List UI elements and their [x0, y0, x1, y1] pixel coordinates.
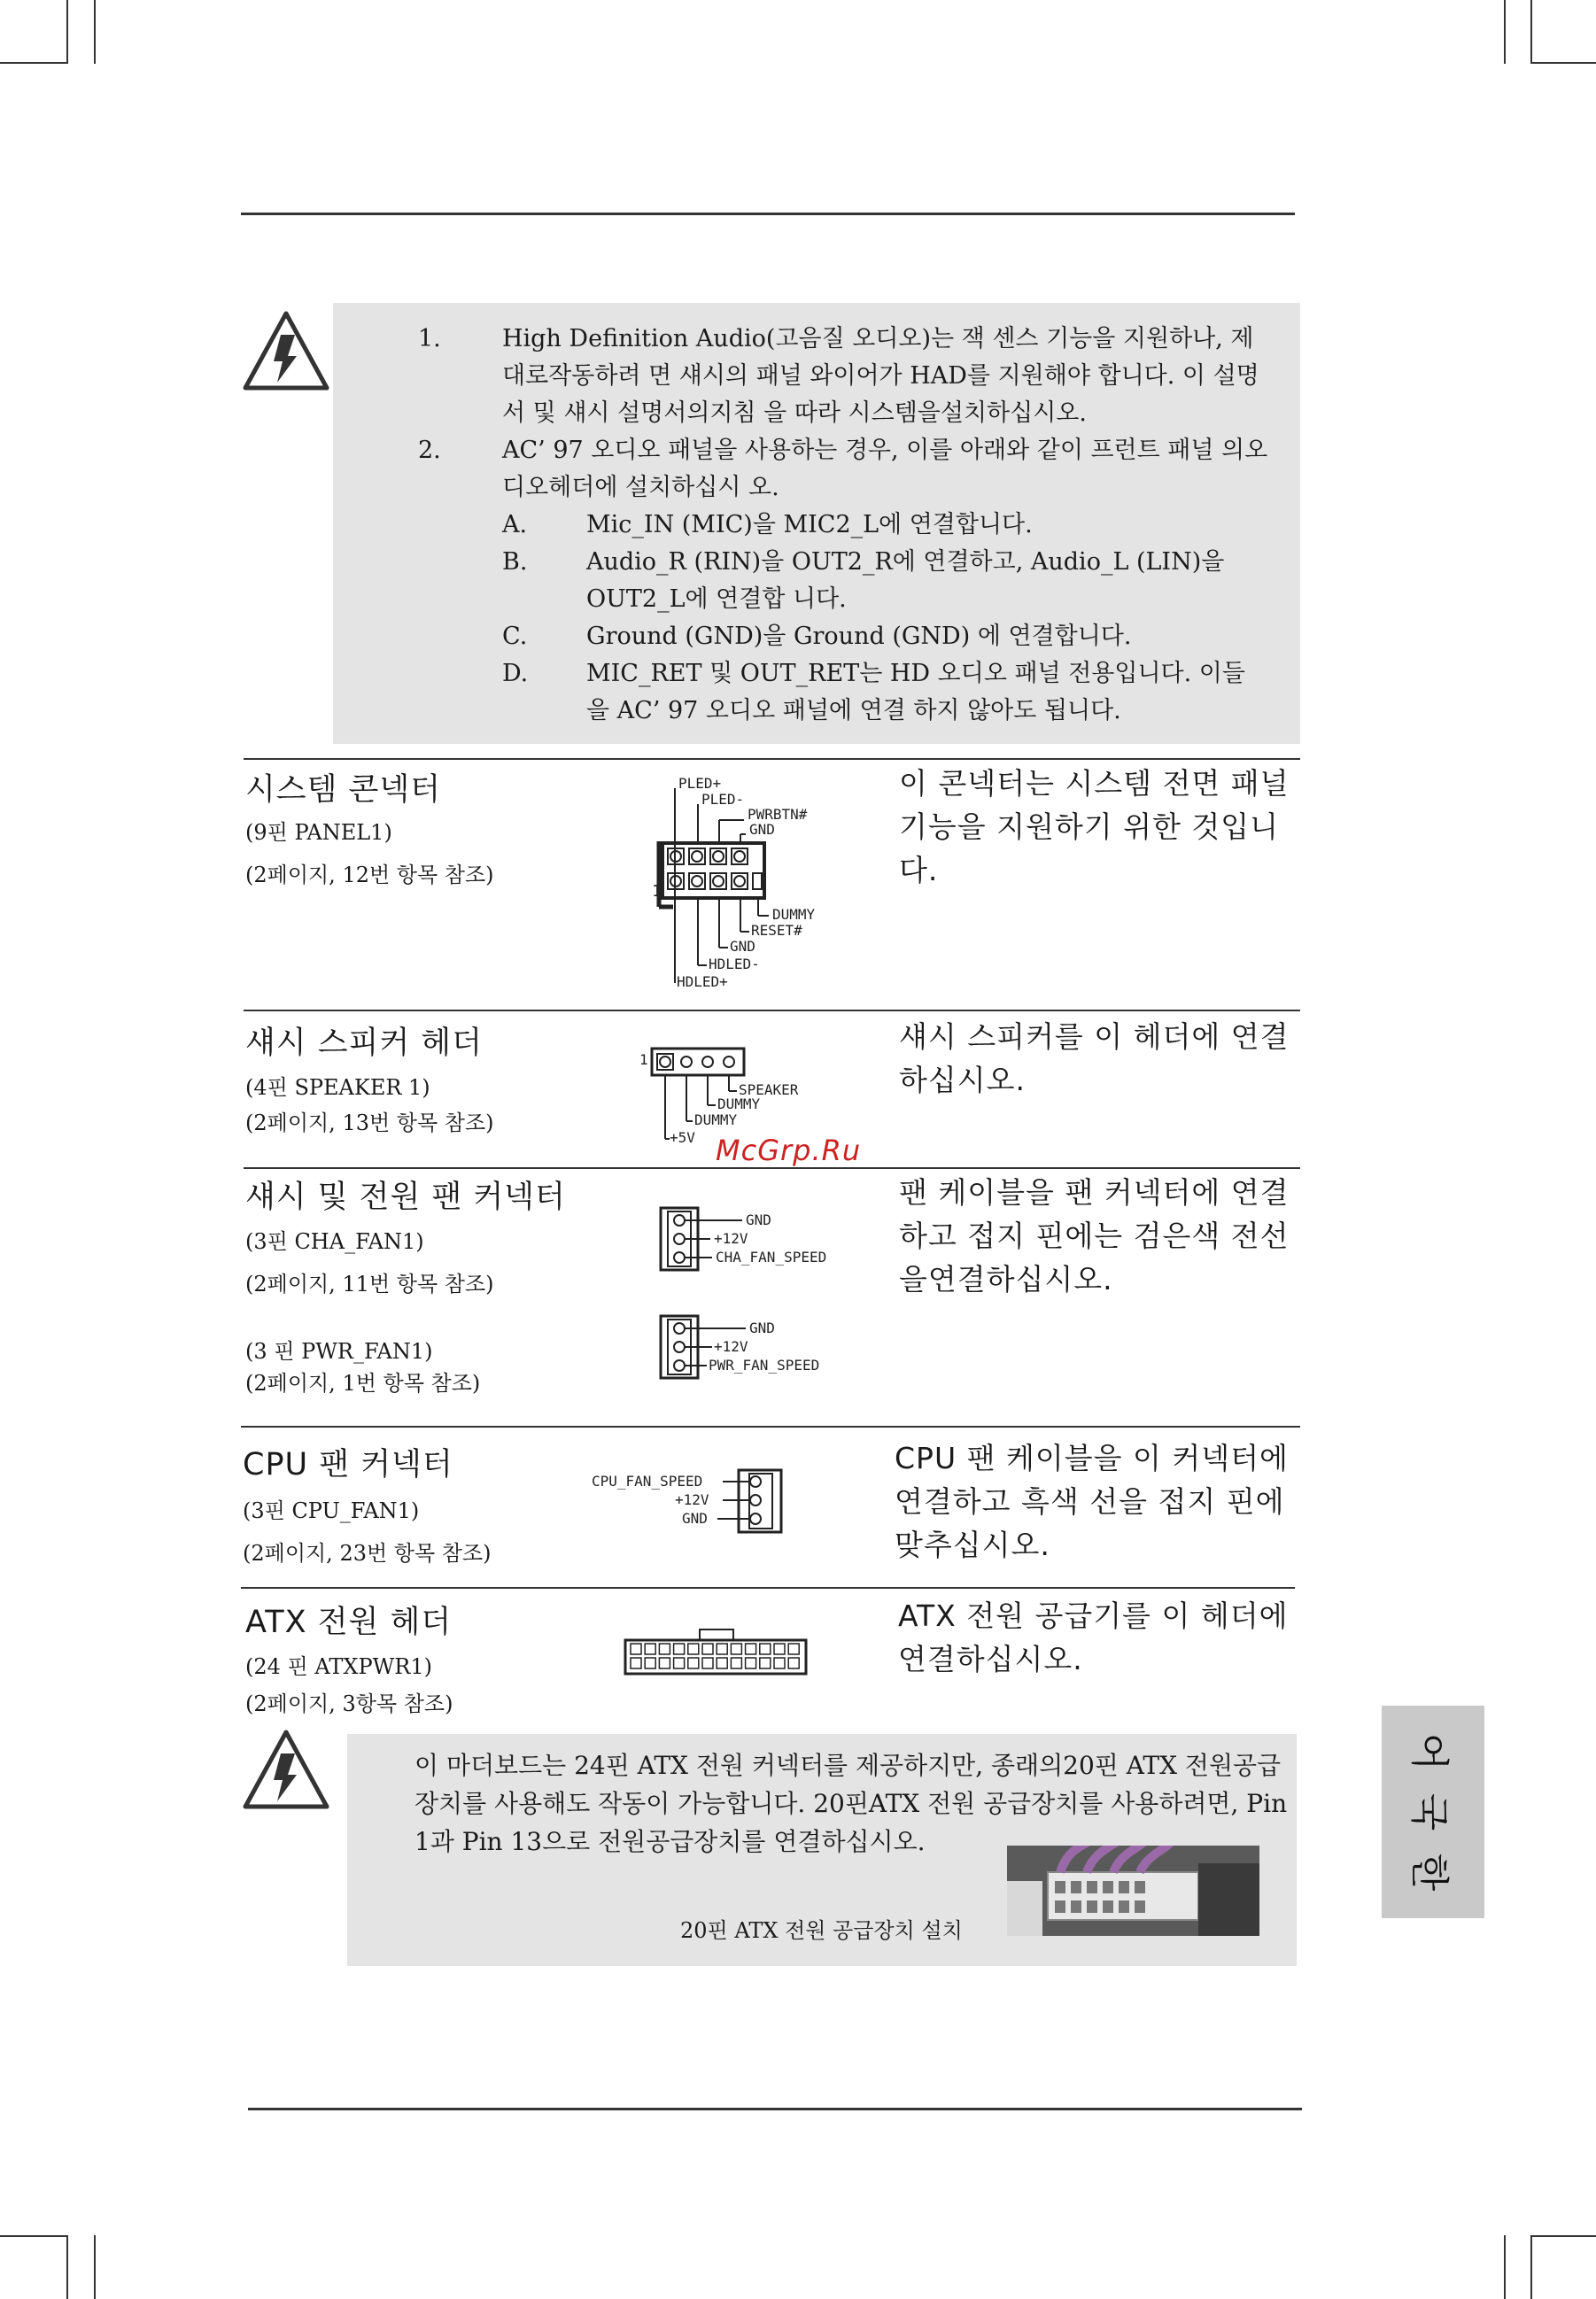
label-speaker: SPEAKER	[739, 1081, 799, 1098]
atx-pin	[774, 1644, 785, 1654]
footer-rule	[248, 2108, 1302, 2110]
atx-title: ATX 전원 헤더	[245, 1605, 453, 1640]
section-rule	[244, 1010, 1300, 1011]
warning-lightning-icon	[242, 1729, 330, 1810]
crop-mark	[1530, 0, 1532, 64]
speaker-ref: (2페이지, 13번 항목 참조)	[245, 1111, 494, 1135]
atx-pin	[659, 1644, 670, 1654]
atx-note-text: 이 마더보드는 24핀 ATX 전원 커넥터를 제공하지만, 종래의20핀 ATX 전원공급장치를 사용해도 작동이 가능합니다. 20핀ATX 전원 공급장치를 사용하려면, Pin 1과 Pin 13으로 전원공급장치를 연결하십시오.	[414, 1751, 1288, 1856]
label-hdled-plus: HDLED+	[677, 973, 728, 990]
atx-pin	[688, 1658, 699, 1668]
subitem-text: MIC_RET 및 OUT_RET는 HD 오디오 패널 전용입니다. 이들을 AC’ 97 오디오 패널에 연결 하지 않아도 됩니다.	[586, 660, 1245, 724]
crop-mark	[94, 2235, 96, 2299]
atx-pin	[631, 1644, 641, 1654]
atx-desc: ATX 전원 공급기를 이 헤더에 연결하십시오.	[898, 1598, 1289, 1676]
label-hdled-minus: HDLED-	[709, 956, 760, 972]
crop-mark	[1504, 0, 1506, 64]
label-12v: +12V	[714, 1338, 748, 1355]
label-pin-1: 1	[652, 882, 662, 901]
label-gnd-bottom: GND	[730, 938, 755, 955]
chafan-ref: (2페이지, 11번 항목 참조)	[245, 1272, 494, 1297]
atx-ref: (2페이지, 3항목 참조)	[245, 1691, 453, 1716]
item-text: AC’ 97 오디오 패널을 사용하는 경우, 이를 아래와 같이 프런트 패널 의오디오헤더에 설치하십시 오.	[502, 437, 1268, 501]
atx-pin	[746, 1658, 756, 1668]
cha-fan-diagram	[657, 1203, 852, 1273]
cpufan-desc: CPU 팬 케이블을 이 커넥터에 연결하고 흑색 선을 접지 핀에 맞추십시오.	[895, 1441, 1289, 1562]
atx-pins: (24 핀 ATXPWR1)	[245, 1654, 432, 1679]
crop-mark	[94, 0, 96, 64]
atx-pin	[674, 1658, 685, 1668]
cpufan-ref: (2페이지, 23번 항목 참조)	[243, 1541, 492, 1566]
label-12v: +12V	[675, 1491, 709, 1508]
note-item-2	[418, 432, 1268, 507]
atx-pin	[645, 1644, 655, 1654]
atx-power-header-diagram	[624, 1626, 810, 1679]
atx-pin	[659, 1658, 670, 1668]
label-gnd: GND	[749, 1320, 775, 1336]
atx-pin	[760, 1644, 771, 1654]
atx-pin	[688, 1644, 699, 1654]
panel-ref: (2페이지, 12번 항목 참조)	[245, 863, 494, 887]
label-dummy: DUMMY	[772, 906, 816, 923]
atx-pin	[788, 1644, 799, 1654]
fan-desc: 팬 케이블을 팬 커넥터에 연결하고 접지 핀에는 검은색 전선을연결하십시오.	[899, 1175, 1290, 1297]
crop-mark	[66, 0, 68, 64]
atx-connector-photo	[1007, 1846, 1259, 1936]
speaker-title: 섀시 스피커 헤더	[245, 1026, 483, 1061]
fan-title: 섀시 및 전원 팬 커넥터	[245, 1180, 566, 1215]
atx-pin	[702, 1658, 713, 1668]
atx-pin	[631, 1658, 641, 1668]
pwrfan-ref: (2페이지, 1번 항목 참조)	[245, 1371, 481, 1396]
label-pin-1: 1	[639, 1051, 648, 1068]
item-number: 1.	[418, 325, 441, 352]
cpufan-pins: (3핀 CPU_FAN1)	[243, 1498, 420, 1523]
section-rule	[244, 1167, 1300, 1169]
section-rule	[241, 1426, 1300, 1428]
atx-pin	[731, 1658, 741, 1668]
subitem-text: Ground (GND)을 Ground (GND) 에 연결합니다.	[586, 623, 1132, 650]
label-12v: +12V	[714, 1230, 748, 1247]
crop-mark	[1530, 62, 1596, 64]
section-rule	[241, 1587, 1295, 1589]
language-tab-char: 어	[1406, 1732, 1452, 1771]
atx-pin	[788, 1658, 799, 1668]
label-cha-fan-speed: CHA_FAN_SPEED	[716, 1249, 827, 1266]
section-rule	[244, 758, 1300, 760]
crop-mark	[66, 2235, 68, 2299]
label-gnd: GND	[682, 1510, 708, 1527]
subitem-letter: C.	[502, 623, 528, 650]
label-gnd: GND	[746, 1211, 771, 1228]
atx-pin	[717, 1658, 727, 1668]
cpufan-title: CPU 팬 커넥터	[243, 1447, 453, 1482]
crop-mark	[1530, 2235, 1596, 2237]
warning-lightning-icon	[242, 310, 330, 391]
label-gnd-top: GND	[749, 821, 775, 838]
label-pwr-fan-speed: PWR_FAN_SPEED	[709, 1357, 820, 1374]
label-reset: RESET#	[751, 922, 802, 939]
cpu-fan-diagram	[590, 1465, 785, 1536]
language-tab	[1382, 1706, 1484, 1918]
subitem-text: Audio_R (RIN)을 OUT2_R에 연결하고, Audio_L (LIN)을 OUT2_L에 연결합 니다.	[586, 548, 1225, 613]
panel-pins: (9핀 PANEL1)	[245, 820, 392, 845]
label-cpu-fan-speed: CPU_FAN_SPEED	[592, 1473, 703, 1490]
language-tab-char: 한	[1406, 1853, 1452, 1892]
note-subitem-a	[418, 507, 1268, 544]
atx-pin	[702, 1644, 713, 1654]
label-pwrbtn: PWRBTN#	[748, 806, 808, 823]
pwrfan-pins: (3 핀 PWR_FAN1)	[245, 1339, 433, 1364]
note-subitem-d	[418, 655, 1268, 730]
label-pled-plus: PLED+	[678, 775, 722, 792]
language-tab-char: 국	[1406, 1792, 1452, 1831]
subitem-text: Mic_IN (MIC)을 MIC2_L에 연결합니다.	[586, 511, 1033, 538]
atx-pin	[760, 1658, 771, 1668]
note-item-1	[418, 321, 1268, 432]
atx-pin	[674, 1644, 685, 1654]
watermark: McGrp.Ru	[716, 1134, 862, 1167]
atx-pin	[774, 1658, 785, 1668]
pwr-fan-diagram	[657, 1311, 852, 1382]
atx-pin	[731, 1644, 741, 1654]
chafan-pins: (3핀 CHA_FAN1)	[245, 1229, 424, 1254]
atx-pin	[645, 1658, 655, 1668]
panel-header-diagram	[645, 772, 857, 994]
atx-pin	[746, 1644, 756, 1654]
crop-mark	[1504, 2235, 1506, 2299]
crop-mark	[0, 2235, 66, 2237]
subitem-letter: B.	[502, 548, 528, 576]
label-dummy-2: DUMMY	[694, 1111, 738, 1128]
item-number: 2.	[418, 437, 441, 464]
note-subitem-b	[418, 544, 1268, 618]
label-plus-5v: +5V	[670, 1129, 695, 1146]
note-subitem-c	[418, 618, 1268, 655]
speaker-pins: (4핀 SPEAKER 1)	[245, 1075, 430, 1100]
speaker-desc: 섀시 스피커를 이 헤더에 연결하십시오.	[899, 1019, 1290, 1097]
crop-mark	[1530, 2235, 1532, 2299]
item-text: High Definition Audio(고음질 오디오)는 잭 센스 기능을 지원하나, 제대로작동하려 면 섀시의 패널 와이어가 HAD를 지원해야 합니다. 이 설명서 및 섀시 설명서의지침 을 따라 시스템을설치하십시오.	[502, 325, 1259, 427]
atx-pin	[717, 1644, 727, 1654]
subitem-letter: A.	[502, 511, 528, 538]
audio-note-list	[418, 321, 1268, 730]
atx-photo-caption: 20핀 ATX 전원 공급장치 설치	[680, 1918, 963, 1943]
label-pled-minus: PLED-	[701, 791, 745, 808]
header-rule	[241, 213, 1295, 215]
panel-title: 시스템 콘넥터	[245, 772, 441, 808]
panel-desc: 이 콘넥터는 시스템 전면 패널 기능을 지원하기 위한 것입니다.	[899, 766, 1290, 887]
subitem-letter: D.	[502, 660, 529, 687]
crop-mark	[0, 62, 66, 64]
label-dummy-1: DUMMY	[717, 1095, 761, 1112]
